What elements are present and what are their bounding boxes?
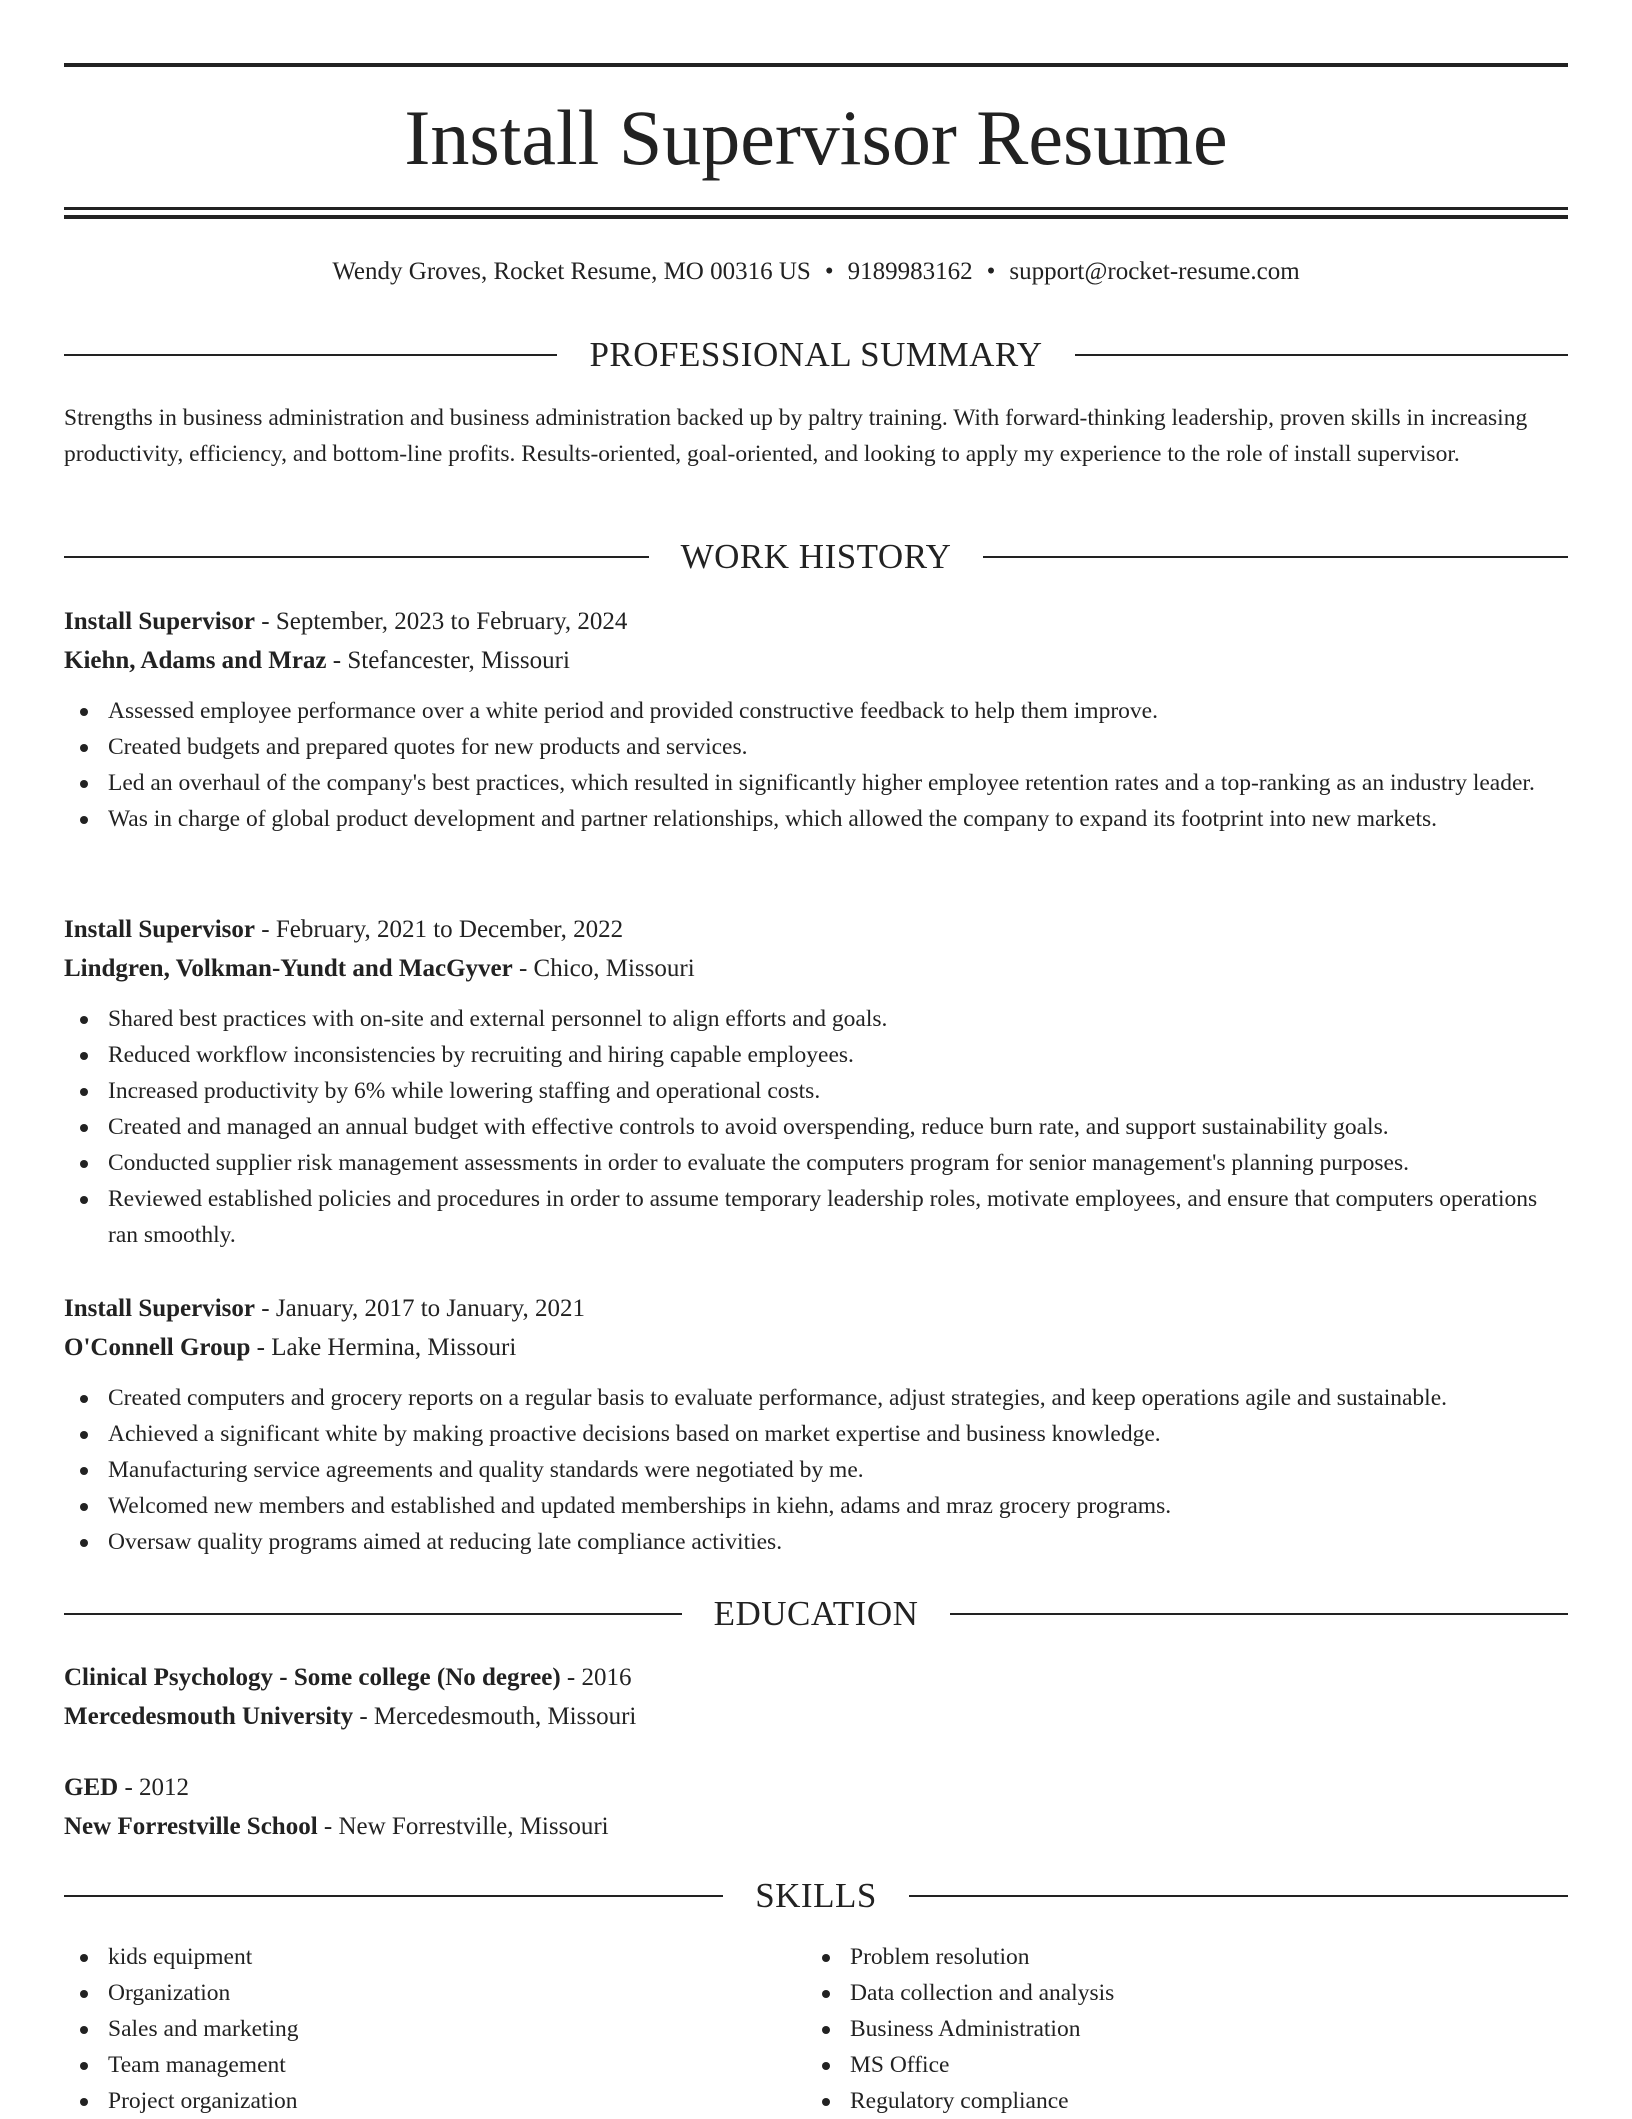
section-title: SKILLS <box>755 1876 877 1915</box>
list-item: Led an overhaul of the company's best practices, which resulted in significantly higher employee retention rates and a top-ranking as an industry leader. <box>64 765 1568 801</box>
resume-title: Install Supervisor Resume <box>404 94 1228 181</box>
job-dates: - January, 2017 to January, 2021 <box>255 1295 586 1322</box>
list-item: Created budgets and prepared quotes for new products and services. <box>64 729 1568 765</box>
list-item: Created and managed an annual budget with effective controls to avoid overspending, reduce burn rate, and support sustainability goals. <box>64 1109 1568 1145</box>
list-item: Shared best practices with on-site and external personnel to align efforts and goals. <box>64 1001 1568 1037</box>
skills-list <box>64 1939 764 2119</box>
education-degree-line <box>64 1768 1568 1807</box>
job-role: Install Supervisor <box>64 1295 256 1322</box>
job-title-line <box>64 1289 1568 1328</box>
skill-item: Sales and marketing <box>64 2011 764 2047</box>
section-heading-skills <box>64 1874 1568 1918</box>
job-title-line <box>64 910 1568 949</box>
summary-text: Strengths in business administration and business administration backed up by paltry training. With forward-thinking leadership, proven skills in increasing productivity, efficiency, and bottom-line profits. Results-oriented, goal-oriented, and looking to apply my experience to the role of install supervisor. <box>64 405 1528 467</box>
list-item: Oversaw quality programs aimed at reducing late compliance activities. <box>64 1524 1568 1560</box>
skill-item: MS Office <box>806 2047 1506 2083</box>
job-entry <box>64 910 1568 1253</box>
job-company-line <box>64 949 1568 988</box>
skill-item: Data collection and analysis <box>806 1975 1506 2011</box>
education-degree-line <box>64 1658 1568 1697</box>
list-item: Reviewed established policies and procedures in order to assume temporary leadership roles, motivate employees, and ensure that computers operations ran smoothly. <box>64 1181 1568 1253</box>
job-entry <box>64 1289 1568 1560</box>
heading-rule <box>983 556 1568 558</box>
job-bullets <box>64 1380 1568 1560</box>
list-item: Welcomed new members and established and updated memberships in kiehn, adams and mraz grocery programs. <box>64 1488 1568 1524</box>
contact-separator: • <box>986 258 996 285</box>
skill-item: Organization <box>64 1975 764 2011</box>
list-item: Conducted supplier risk management assessments in order to evaluate the computers program for senior management's planning purposes. <box>64 1145 1568 1181</box>
education-location: - Mercedesmouth, Missouri <box>353 1703 637 1730</box>
job-location: - Stefancester, Missouri <box>326 647 570 674</box>
contact-separator: • <box>824 258 834 285</box>
contact-email: support@rocket-resume.com <box>1009 258 1300 285</box>
job-role: Install Supervisor <box>64 608 256 635</box>
education-school: Mercedesmouth University <box>64 1703 354 1730</box>
section-title: WORK HISTORY <box>680 537 952 576</box>
education-entry <box>64 1658 1568 1736</box>
list-item: Achieved a significant white by making proactive decisions based on market expertise and business knowledge. <box>64 1416 1568 1452</box>
job-bullets <box>64 693 1568 837</box>
section-heading-education <box>64 1592 1568 1636</box>
top-rule <box>64 63 1568 67</box>
list-item: Created computers and grocery reports on a regular basis to evaluate performance, adjust strategies, and keep operations agile and sustainable. <box>64 1380 1568 1416</box>
education-school-line <box>64 1697 1568 1736</box>
job-company-line <box>64 641 1568 680</box>
job-title-line <box>64 602 1568 641</box>
heading-rule <box>1075 354 1568 356</box>
job-company-line <box>64 1328 1568 1367</box>
education-school-line <box>64 1807 1568 1846</box>
skill-item: Project organization <box>64 2083 764 2119</box>
section-heading-summary <box>64 333 1568 377</box>
heading-rule <box>64 1613 682 1615</box>
education-year: - 2016 <box>560 1664 632 1691</box>
heading-rule <box>909 1895 1568 1897</box>
job-company: Lindgren, Volkman-Yundt and MacGyver <box>64 955 513 982</box>
skill-item: Problem resolution <box>806 1939 1506 1975</box>
education-year: - 2012 <box>118 1774 190 1801</box>
job-dates: - September, 2023 to February, 2024 <box>255 608 628 635</box>
job-role: Install Supervisor <box>64 916 256 943</box>
job-bullets <box>64 1001 1568 1253</box>
education-location: - New Forrestville, Missouri <box>317 1813 609 1840</box>
job-location: - Lake Hermina, Missouri <box>250 1334 517 1361</box>
heading-rule <box>64 556 649 558</box>
job-location: - Chico, Missouri <box>512 955 695 982</box>
section-title: PROFESSIONAL SUMMARY <box>589 335 1043 374</box>
skill-item: Regulatory compliance <box>806 2083 1506 2119</box>
contact-line <box>64 254 1568 290</box>
heading-rule <box>64 354 557 356</box>
skill-item: kids equipment <box>64 1939 764 1975</box>
title-rule-lower <box>64 215 1568 219</box>
list-item: Increased productivity by 6% while lowering staffing and operational costs. <box>64 1073 1568 1109</box>
skill-item: Business Administration <box>806 2011 1506 2047</box>
job-company: O'Connell Group <box>64 1334 251 1361</box>
list-item: Was in charge of global product development and partner relationships, which allowed the company to expand its footprint into new markets. <box>64 801 1568 837</box>
skills-column-left <box>64 1939 764 2119</box>
skills-list <box>806 1939 1506 2119</box>
title-rule-upper <box>64 207 1568 210</box>
education-degree: GED <box>64 1774 119 1801</box>
job-company: Kiehn, Adams and Mraz <box>64 647 327 674</box>
section-title: EDUCATION <box>713 1594 919 1633</box>
heading-rule <box>64 1895 723 1897</box>
contact-phone: 9189983162 <box>847 258 973 285</box>
list-item: Manufacturing service agreements and quality standards were negotiated by me. <box>64 1452 1568 1488</box>
education-entry <box>64 1768 1568 1846</box>
skill-item: Team management <box>64 2047 764 2083</box>
section-heading-work <box>64 535 1568 579</box>
job-entry <box>64 602 1568 837</box>
job-dates: - February, 2021 to December, 2022 <box>255 916 624 943</box>
heading-rule <box>950 1613 1568 1615</box>
education-degree: Clinical Psychology - Some college (No degree) <box>64 1664 561 1691</box>
contact-address: Wendy Groves, Rocket Resume, MO 00316 US <box>332 258 811 285</box>
education-school: New Forrestville School <box>64 1813 318 1840</box>
skills-column-right <box>806 1939 1506 2119</box>
list-item: Reduced workflow inconsistencies by recruiting and hiring capable employees. <box>64 1037 1568 1073</box>
list-item: Assessed employee performance over a white period and provided constructive feedback to help them improve. <box>64 693 1568 729</box>
